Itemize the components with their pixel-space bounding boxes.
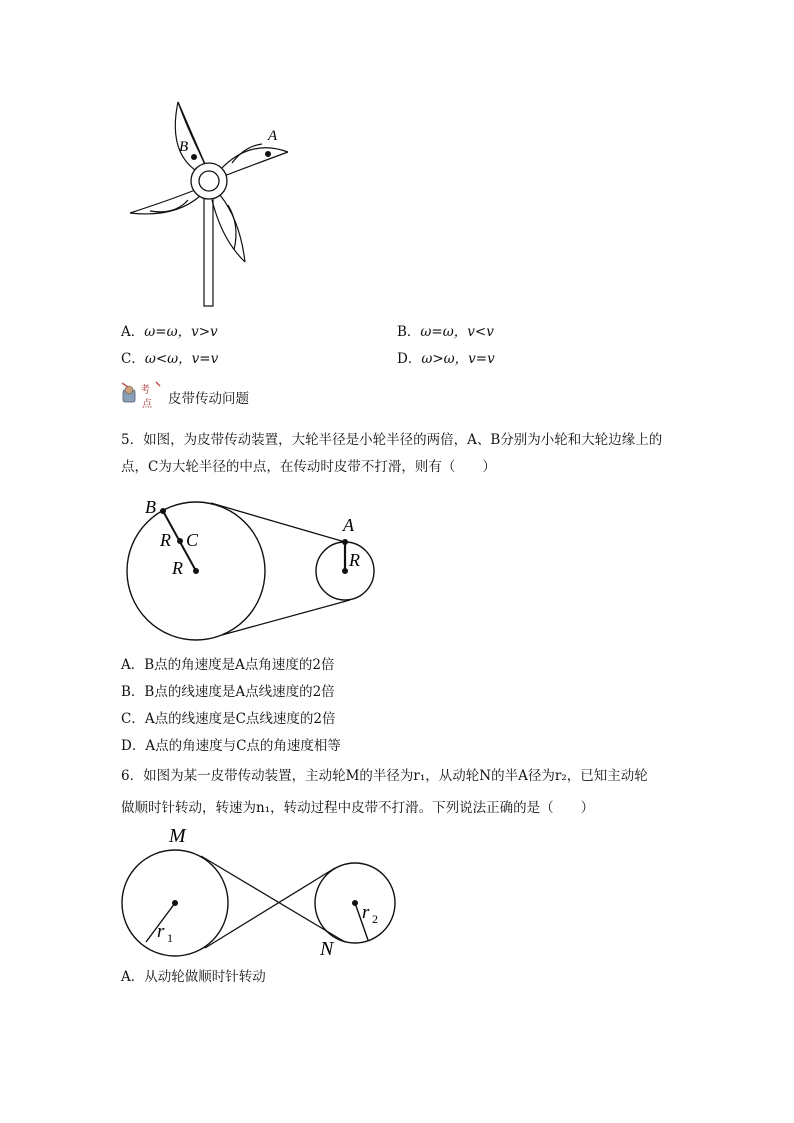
point-c-q5 — [177, 538, 183, 544]
pinwheel-hub-inner — [199, 171, 219, 191]
point-a-q5 — [342, 539, 348, 545]
q6-line-1: 6．如图为某一皮带传动装置，主动轮M的半径为r₁，从动轮N的半A径为r₂，已知主动轮 — [121, 768, 648, 784]
center-large — [193, 568, 199, 574]
q5-line-2: 点，C为大轮半径的中点，在传动时皮带不打滑，则有（ ） — [121, 459, 496, 475]
q6-label-r2: r — [362, 902, 370, 923]
q6-line-2: 做顺时针转动，转速为n₁，转动过程中皮带不打滑。下列说法正确的是（ ） — [121, 800, 595, 816]
topic-title: 皮带传动问题 — [168, 391, 249, 407]
center-n — [352, 900, 358, 906]
center-small — [342, 568, 348, 574]
topic-icon-char-2: 点 — [142, 399, 152, 410]
q6-belt-figure — [0, 820, 794, 960]
q5-option-a: A．B点的角速度是A点角速度的2倍 — [121, 657, 335, 673]
q4-option-d: D．ω>ω，v=v — [397, 351, 495, 367]
q5-option-d: D．A点的角速度与C点的角速度相等 — [121, 738, 341, 754]
point-b-q5 — [160, 508, 166, 514]
q6-label-r2-sub: 2 — [372, 912, 378, 926]
q4-option-b: B．ω=ω，v<v — [397, 324, 494, 340]
q5-belt-figure — [0, 490, 794, 690]
q6-label-r1-sub: 1 — [167, 931, 173, 945]
pinwheel-blade-right — [220, 148, 288, 170]
q4-option-c: C．ω<ω，v=v — [121, 351, 219, 367]
q5-label-c: C — [186, 530, 199, 550]
q6-label-n: N — [320, 938, 334, 960]
point-b — [191, 154, 197, 160]
q5-label-r3: R — [349, 550, 360, 570]
q4-option-a: A．ω=ω，v>v — [121, 324, 218, 340]
q6-label-r1: r — [157, 921, 165, 942]
pinwheel-label-a: A — [268, 128, 278, 144]
q5-label-r2: R — [172, 558, 183, 578]
q5-option-b: B．B点的线速度是A点线速度的2倍 — [121, 684, 335, 700]
q5-line-1: 5．如图，为皮带传动装置，大轮半径是小轮半径的两倍，A、B分别为小轮和大轮边缘上的 — [121, 432, 663, 448]
pinwheel-blade-bottom — [220, 195, 245, 262]
pinwheel-label-b: B — [179, 139, 189, 155]
q5-label-a: A — [343, 515, 354, 535]
belt-cross-1 — [201, 856, 345, 942]
q6-label-m: M — [169, 825, 186, 847]
pinwheel-blade-left — [130, 190, 195, 213]
q5-option-c: C．A点的线速度是C点线速度的2倍 — [121, 711, 336, 727]
belt-bottom — [222, 600, 350, 635]
q6-option-a: A．从动轮做顺时针转动 — [121, 969, 266, 985]
q5-label-r1: R — [160, 530, 171, 550]
topic-icon-char-1: 考 — [140, 385, 150, 396]
point-a — [265, 151, 271, 157]
belt-top — [211, 503, 345, 542]
topic-icon — [120, 380, 164, 410]
q5-label-b: B — [145, 497, 156, 517]
pinwheel-stick — [204, 196, 213, 306]
pinwheel-figure — [0, 0, 794, 320]
center-m — [172, 900, 178, 906]
